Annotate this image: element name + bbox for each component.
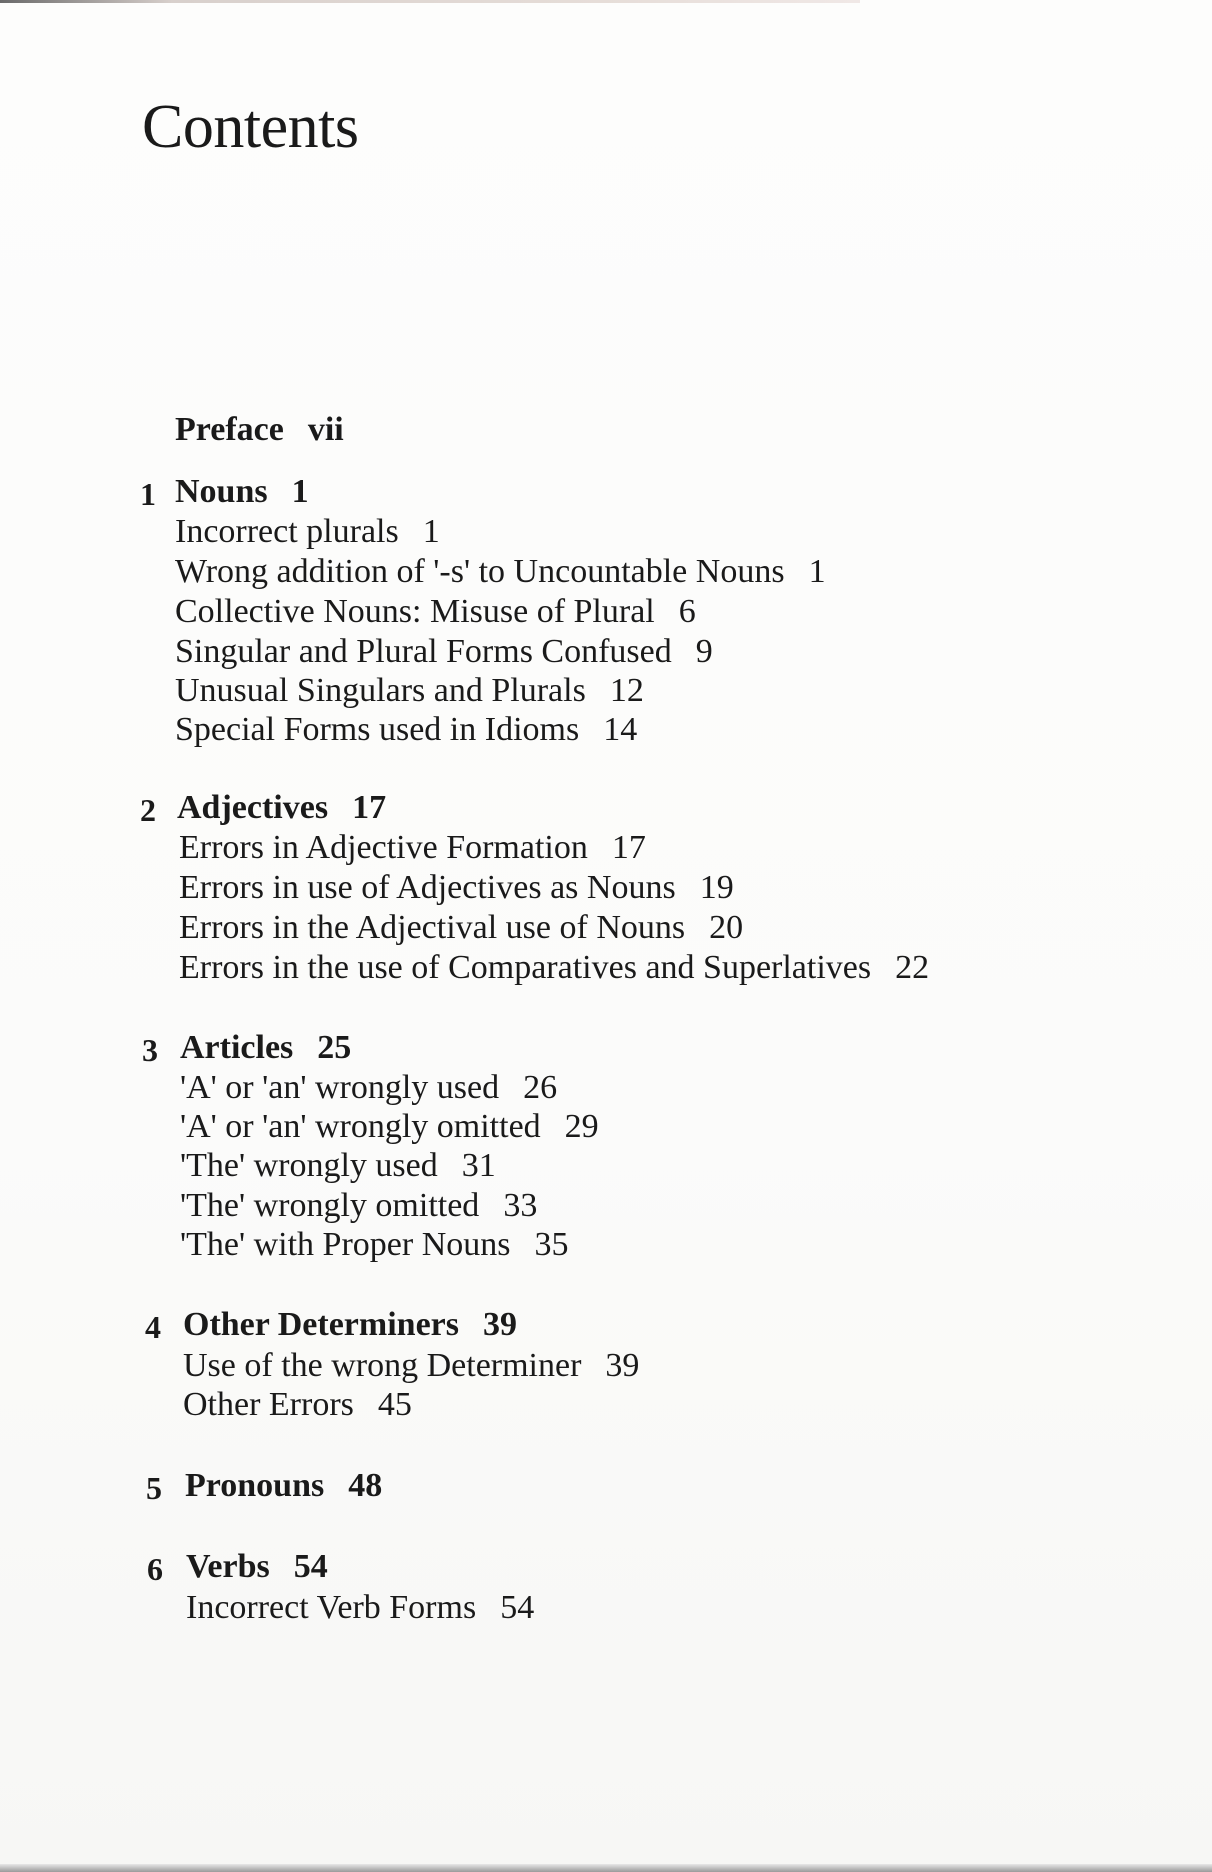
toc-section-title: Errors in Adjective Formation — [179, 829, 588, 866]
toc-section-page: 22 — [895, 949, 930, 986]
toc-section-title: 'The' wrongly omitted — [180, 1187, 480, 1224]
toc-section-page: 9 — [695, 633, 713, 670]
chapter-number: 4 — [145, 1309, 161, 1345]
toc-section-page: 29 — [564, 1108, 599, 1145]
chapter-number: 6 — [147, 1551, 163, 1587]
toc-section — [183, 1385, 412, 1425]
toc-chapter-page: 25 — [317, 1029, 352, 1066]
toc-chapter-other-determiners — [183, 1305, 517, 1345]
toc-section-title: Singular and Plural Forms Confused — [175, 633, 672, 670]
toc-chapter-page: 54 — [293, 1548, 328, 1585]
toc-section — [180, 1146, 496, 1186]
toc-chapter-title: Verbs — [186, 1548, 270, 1585]
toc-section — [180, 1068, 557, 1108]
bottom-edge-shadow — [0, 1864, 1212, 1872]
toc-section-page: 54 — [500, 1589, 535, 1626]
toc-section-title: Use of the wrong Determiner — [183, 1347, 582, 1384]
toc-section-page: 14 — [603, 711, 638, 748]
toc-entry-preface — [175, 410, 344, 450]
toc-section-title: 'The' with Proper Nouns — [180, 1226, 511, 1263]
toc-section — [183, 1346, 639, 1386]
chapter-number: 5 — [146, 1470, 162, 1506]
toc-chapter-nouns — [175, 472, 309, 512]
toc-section — [180, 1186, 537, 1226]
toc-section — [179, 908, 743, 948]
toc-section-title: Errors in the Adjectival use of Nouns — [179, 909, 686, 946]
toc-chapter-title: Pronouns — [185, 1467, 325, 1504]
toc-section — [175, 632, 713, 672]
toc-section — [175, 552, 826, 592]
toc-section — [180, 1107, 599, 1147]
toc-section-title: Incorrect plurals — [175, 513, 399, 550]
toc-section-page: 35 — [534, 1226, 569, 1263]
toc-section-page: 19 — [699, 869, 734, 906]
toc-section-title: Collective Nouns: Misuse of Plural — [175, 593, 655, 630]
toc-section-page: 1 — [422, 513, 440, 550]
toc-section-title: Other Errors — [183, 1386, 354, 1423]
toc-chapter-title: Adjectives — [177, 789, 329, 826]
toc-chapter-title: Nouns — [175, 473, 268, 510]
toc-section — [179, 868, 734, 908]
toc-section-page: 26 — [523, 1069, 558, 1106]
toc-section-page: 20 — [709, 909, 744, 946]
toc-section-title: 'A' or 'an' wrongly omitted — [180, 1108, 541, 1145]
toc-section-page: 1 — [808, 553, 826, 590]
toc-chapter-adjectives — [177, 788, 386, 828]
toc-chapter-page: 1 — [291, 473, 309, 510]
toc-section-page: 6 — [678, 593, 696, 630]
chapter-number: 1 — [140, 476, 156, 512]
toc-section-title: 'A' or 'an' wrongly used — [180, 1069, 500, 1106]
toc-section-title: Errors in use of Adjectives as Nouns — [179, 869, 676, 906]
toc-chapter-page: 48 — [348, 1467, 383, 1504]
toc-section-title: Incorrect Verb Forms — [186, 1589, 477, 1626]
chapter-number: 3 — [142, 1032, 158, 1068]
toc-section-page: 31 — [461, 1147, 496, 1184]
toc-section — [180, 1225, 569, 1265]
toc-section-title: Unusual Singulars and Plurals — [175, 672, 586, 709]
toc-section — [179, 948, 929, 988]
toc-entry-title: Preface — [175, 411, 284, 448]
toc-section — [175, 512, 440, 552]
toc-chapter-page: 39 — [482, 1306, 517, 1343]
toc-chapter-title: Articles — [180, 1029, 294, 1066]
toc-section-title: 'The' wrongly used — [180, 1147, 438, 1184]
toc-section — [175, 671, 644, 711]
toc-section — [175, 710, 637, 750]
toc-section-page: 39 — [605, 1347, 640, 1384]
toc-section-page: 33 — [503, 1187, 538, 1224]
toc-chapter-pronouns — [185, 1466, 382, 1506]
toc-section-title: Special Forms used in Idioms — [175, 711, 580, 748]
toc-section-page: 45 — [377, 1386, 412, 1423]
toc-chapter-verbs — [186, 1547, 328, 1587]
toc-section-page: 17 — [611, 829, 646, 866]
toc-section — [186, 1588, 534, 1628]
toc-section-page: 12 — [609, 672, 644, 709]
page-title: Contents — [142, 93, 359, 161]
toc-section-title: Errors in the use of Comparatives and Superlatives — [179, 949, 872, 986]
toc-chapter-page: 17 — [352, 789, 387, 826]
toc-section-title: Wrong addition of '-s' to Uncountable Nouns — [175, 553, 785, 590]
toc-section — [175, 592, 696, 632]
toc-chapter-articles — [180, 1028, 351, 1068]
toc-section — [179, 828, 646, 868]
chapter-number: 2 — [140, 792, 156, 828]
toc-entry-page: vii — [307, 411, 344, 448]
toc-chapter-title: Other Determiners — [183, 1306, 459, 1343]
